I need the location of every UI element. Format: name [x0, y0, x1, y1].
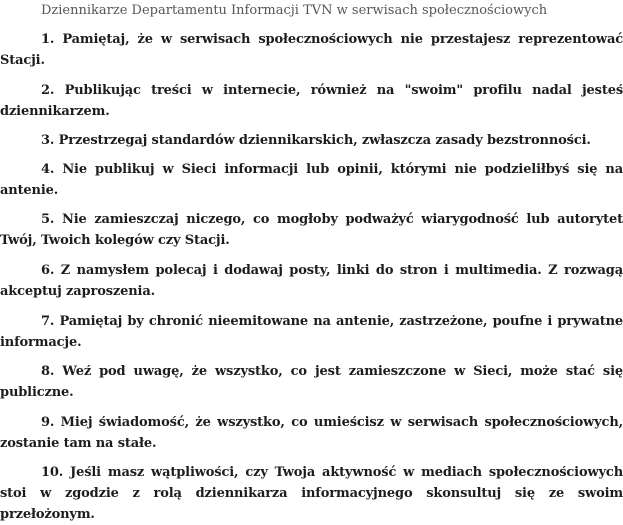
rule-7	[0, 311, 623, 353]
rule-10	[0, 462, 623, 525]
rule-4	[0, 159, 623, 201]
rule-1-text: 1. Pamiętaj, że w serwisach społecznościowych nie przestajesz reprezentować Stacji.	[0, 32, 623, 68]
rule-3-text: 3. Przestrzegaj standardów dziennikarskich, zwłaszcza zasady bezstronności.	[41, 133, 591, 148]
rule-4-text: 4. Nie publikuj w Sieci informacji lub opinii, którymi nie podzieliłbyś się na antenie.	[0, 162, 623, 198]
document-heading: Dziennikarze Departamentu Informacji TVN w serwisach społecznościowych	[41, 3, 548, 18]
rule-1	[0, 29, 623, 71]
rule-7-text: 7. Pamiętaj by chronić nieemitowane na antenie, zastrzeżone, poufne i prywatne informacje.	[0, 314, 623, 350]
rule-5-text: 5. Nie zamieszczaj niczego, co mogłoby podważyć wiarygodność lub autorytet Twój, Twoich kolegów czy Stacji.	[0, 212, 623, 248]
rule-9-text: 9. Miej świadomość, że wszystko, co umieścisz w serwisach społecznościowych, zostanie tam na stałe.	[0, 415, 623, 451]
rule-8	[0, 361, 623, 403]
rule-2	[0, 80, 623, 122]
rule-8-text: 8. Weź pod uwagę, że wszystko, co jest zamieszczone w Sieci, może stać się publiczne.	[0, 364, 623, 400]
rule-3	[0, 130, 623, 151]
rule-5	[0, 209, 623, 251]
rule-9	[0, 412, 623, 454]
rule-10-text: 10. Jeśli masz wątpliwości, czy Twoja aktywność w mediach społecznościowych stoi w zgodzie z rolą dziennikarza informacyjnego skonsultuj się ze swoim przełożonym.	[0, 465, 623, 522]
rule-2-text: 2. Publikując treści w internecie, również na "swoim" profilu nadal jesteś dziennikarzem.	[0, 83, 623, 119]
rule-6-text: 6. Z namysłem polecaj i dodawaj posty, linki do stron i multimedia. Z rozwagą akceptuj zaproszenia.	[0, 263, 623, 299]
rule-6	[0, 260, 623, 302]
